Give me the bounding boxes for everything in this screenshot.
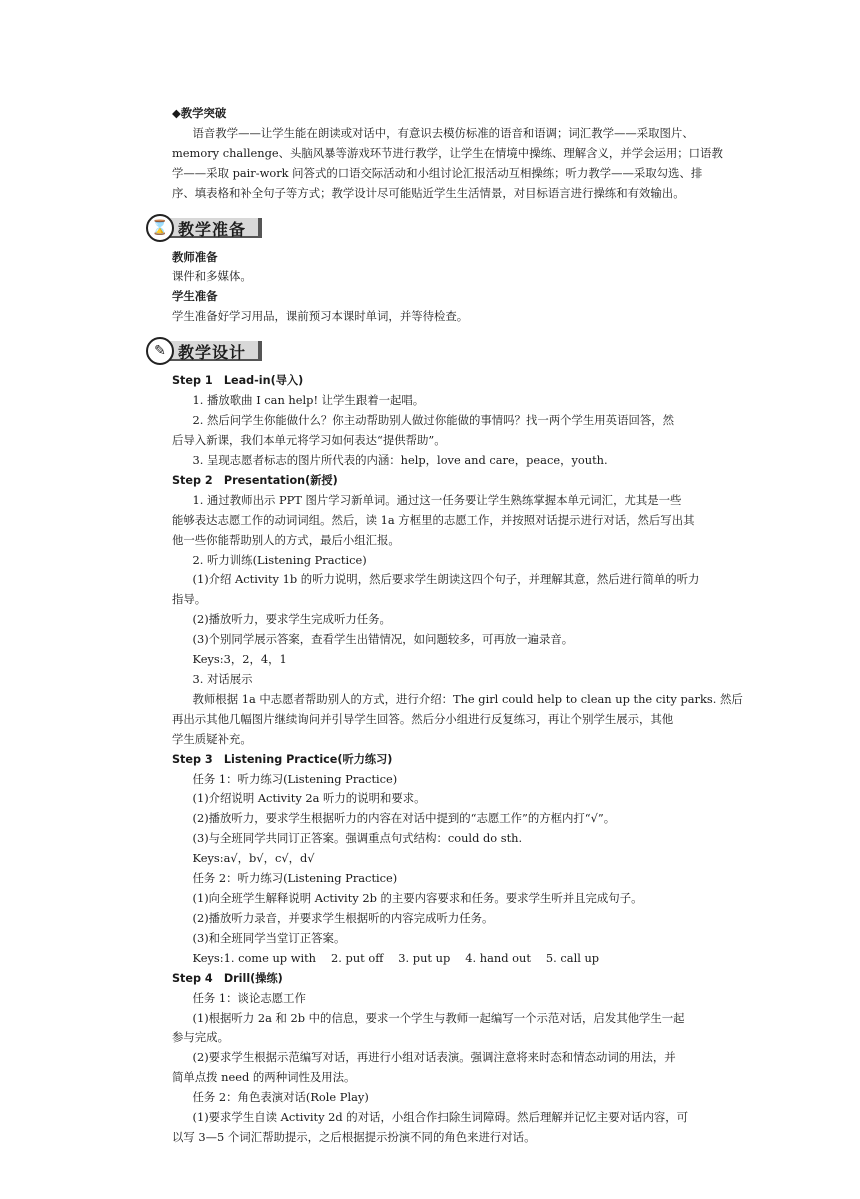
- teacher-prep-heading: 教师准备: [172, 249, 218, 264]
- breakthrough-heading: ◆教学突破: [172, 106, 227, 120]
- design-line: 简单点拨 need 的两种词性及用法。: [172, 1070, 356, 1085]
- breakthrough-paragraph: [172, 124, 723, 204]
- design-line: (3)个别同学展示答案，查看学生出错情况，如问题较多，可再放一遍录音。: [192, 632, 574, 647]
- hourglass-icon: ⌛: [146, 214, 174, 242]
- paragraph-line: 语音教学——让学生能在朗读或对话中，有意识去模仿标准的语音和语调；词汇教学——采取图片、: [192, 125, 694, 140]
- design-line: 指导。: [172, 592, 207, 607]
- design-line: (2)播放听力录音，并要求学生根据听的内容完成听力任务。: [192, 910, 494, 925]
- teacher-prep-text: 课件和多媒体。: [172, 269, 252, 284]
- design-line: 他一些你能帮助别人的方式，最后小组汇报。: [172, 532, 400, 547]
- design-line: Keys:1. come up with 2. put off 3. put up 4. hand out 5. call up: [192, 950, 600, 965]
- design-line: 2. 听力训练(Listening Practice): [192, 552, 367, 567]
- design-line: (2)播放听力，要求学生根据听力的内容在对话中提到的“志愿工作”的方框内打“√”。: [192, 811, 616, 826]
- design-line: (1)要求学生自读 Activity 2d 的对话，小组合作扫除生词障碍。然后理解并记忆主要对话内容，可: [192, 1110, 689, 1125]
- document-page: [151, 104, 743, 1148]
- design-line: 学生质疑补充。: [172, 731, 252, 746]
- design-line: (2)要求学生根据示范编写对话，再进行小组对话表演。强调注意将来时态和情态动词的用法，并: [192, 1050, 676, 1065]
- step-heading: Step 2 Presentation(新授): [172, 473, 338, 487]
- section-title: 教学设计: [178, 343, 247, 363]
- paragraph-line: 学——采取 pair-work 问答式的口语交际活动和小组讨论汇报活动互相操练；听力教学——采取勾选、排: [172, 165, 703, 180]
- design-line: 2. 然后问学生你能做什么？你主动帮助别人做过你能做的事情吗？找一两个学生用英语回答，然: [192, 413, 675, 428]
- section-banner-design: [146, 337, 266, 367]
- design-line: 任务 1：听力练习(Listening Practice): [192, 771, 398, 786]
- student-prep-text: 学生准备好学习用品，课前预习本课时单词，并等待检查。: [172, 309, 469, 324]
- design-line: Keys:3，2，4，1: [192, 652, 287, 667]
- design-body: [172, 371, 743, 1148]
- design-line: 任务 1：谈论志愿工作: [192, 990, 306, 1005]
- design-line: 3. 呈现志愿者标志的图片所代表的内涵：help，love and care，peace，youth.: [192, 452, 608, 467]
- design-line: 教师根据 1a 中志愿者帮助别人的方式，进行介绍：The girl could help to clean up the city parks. 然后: [192, 691, 743, 706]
- student-prep-heading: 学生准备: [172, 289, 218, 304]
- design-line: (3)和全班同学当堂订正答案。: [192, 930, 346, 945]
- design-line: (1)根据听力 2a 和 2b 中的信息，要求一个学生与教师一起编写一个示范对话，启发其他学生一起: [192, 1010, 685, 1025]
- step-heading: Step 1 Lead-in(导入): [172, 374, 304, 388]
- design-line: 能够表达志愿工作的动词词组。然后，读 1a 方框里的志愿工作，并按照对话提示进行对话，然后写出其: [172, 512, 695, 527]
- step-heading: Step 3 Listening Practice(听力练习): [172, 752, 393, 766]
- design-line: 后导入新课，我们本单元将学习如何表达“提供帮助”。: [172, 432, 446, 447]
- design-line: (1)介绍 Activity 1b 的听力说明，然后要求学生朗读这四个句子，并理解其意，然后进行简单的听力: [192, 572, 700, 587]
- design-line: 再出示其他几幅图片继续询问并引导学生回答。然后分小组进行反复练习，再让个别学生展示，其他: [172, 711, 674, 726]
- design-line: 1. 通过教师出示 PPT 图片学习新单词。通过这一任务要让学生熟练掌握本单元词汇，尤其是一些: [192, 492, 682, 507]
- section-title: 教学准备: [178, 219, 247, 239]
- design-line: (1)介绍说明 Activity 2a 听力的说明和要求。: [192, 791, 426, 806]
- design-line: 任务 2：听力练习(Listening Practice): [192, 871, 398, 886]
- design-line: 1. 播放歌曲 I can help! 让学生跟着一起唱。: [192, 393, 425, 408]
- design-line: Keys:a√，b√，c√，d√: [192, 851, 315, 866]
- step-heading: Step 4 Drill(操练): [172, 971, 283, 985]
- pen-icon: ✎: [146, 337, 174, 365]
- section-banner-prep: [146, 214, 266, 244]
- design-line: (2)播放听力，要求学生完成听力任务。: [192, 612, 391, 627]
- design-line: 参与完成。: [172, 1030, 229, 1045]
- design-line: 3. 对话展示: [192, 671, 253, 686]
- paragraph-line: 序、填表格和补全句子等方式；教学设计尽可能贴近学生生活情景，对目标语言进行操练和有效输出。: [172, 185, 685, 200]
- design-line: (3)与全班同学共同订正答案。强调重点句式结构：could do sth.: [192, 831, 523, 846]
- design-line: 以写 3—5 个词汇帮助提示，之后根据提示扮演不同的角色来进行对话。: [172, 1129, 536, 1144]
- paragraph-line: memory challenge、头脑风暴等游戏环节进行教学，让学生在情境中操练、理解含义，并学会运用；口语教: [172, 145, 723, 160]
- design-line: 任务 2：角色表演对话(Role Play): [192, 1090, 369, 1105]
- design-line: (1)向全班学生解释说明 Activity 2b 的主要内容要求和任务。要求学生听并且完成句子。: [192, 891, 643, 905]
